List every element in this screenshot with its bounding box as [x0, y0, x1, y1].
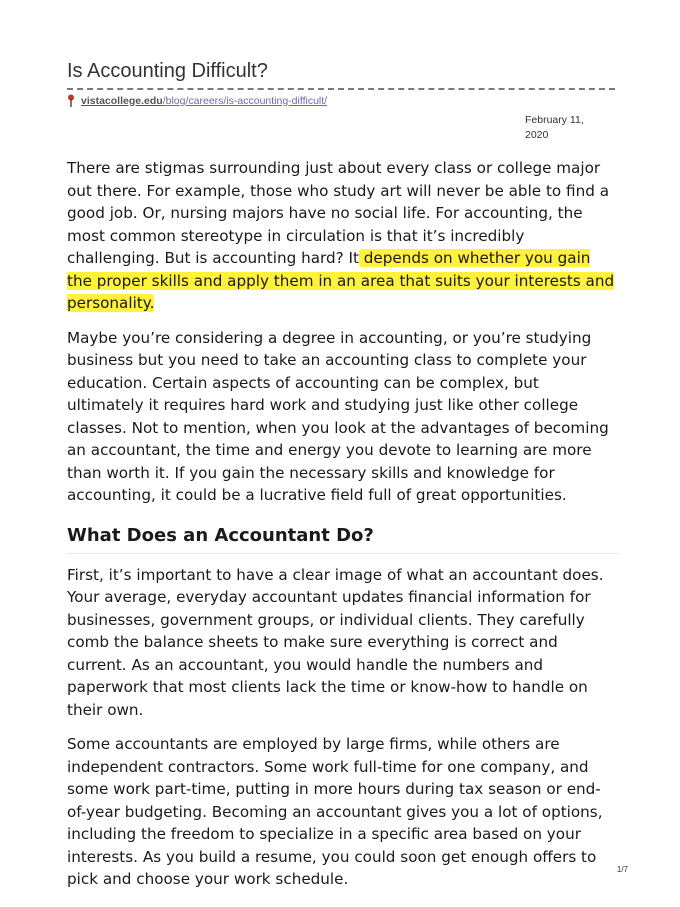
page-number: 1/7 — [616, 865, 628, 874]
title-divider — [67, 88, 615, 90]
source-domain[interactable]: vistacollege.edu — [81, 94, 163, 107]
source-link[interactable] — [67, 94, 327, 107]
map-pin-icon — [67, 94, 75, 107]
highlighted-text: depends on whether you gain the proper skills and apply them in an area that suits your interests and personality. — [67, 249, 615, 312]
source-path[interactable]: /blog/careers/is-accounting-difficult/ — [162, 94, 328, 107]
page-title: Is Accounting Difficult? — [67, 60, 268, 82]
paragraph-intro — [67, 157, 619, 315]
article-body — [67, 157, 619, 903]
publish-date: February 11, 2020 — [525, 114, 584, 141]
paragraph-4: Some accountants are employed by large firms, while others are independent contractors. Some work full-time for one company, and some work part-time, putting in more hours during tax season or end-of-year budgeting. Becoming an accountant gives you a lot of options, including the freedom to specialize in a specific area based on your interests. As you build a resume, you could soon get enough offers to pick and choose your work schedule. — [67, 735, 603, 888]
section-heading: What Does an Accountant Do? — [67, 525, 619, 554]
intro-text: There are stigmas surrounding just about every class or college major out there. For example, those who study art will never be able to find a good job. Or, nursing majors have no social life. For accounting, the most common stereotype in circulation is that it’s incredibly challenging. But is accounting hard? It — [67, 159, 609, 267]
paragraph-2: Maybe you’re considering a degree in accounting, or you’re studying business but you need to take an accounting class to complete your education. Certain aspects of accounting can be complex, but ultimately it requires hard work and studying just like other college classes. Not to mention, when you look at the advantages of becoming an accountant, the time and energy you devote to learning are more than worth it. If you gain the necessary skills and knowledge for accounting, it could be a lucrative field full of great opportunities. — [67, 328, 609, 504]
paragraph-3: First, it’s important to have a clear image of what an accountant does. Your average, everyday accountant updates financial information for businesses, government groups, or individual clients. They carefully comb the balance sheets to make sure everything is correct and current. As an accountant, you would handle the numbers and paperwork that most clients lack the time or know-how to handle on their own. — [67, 565, 604, 719]
